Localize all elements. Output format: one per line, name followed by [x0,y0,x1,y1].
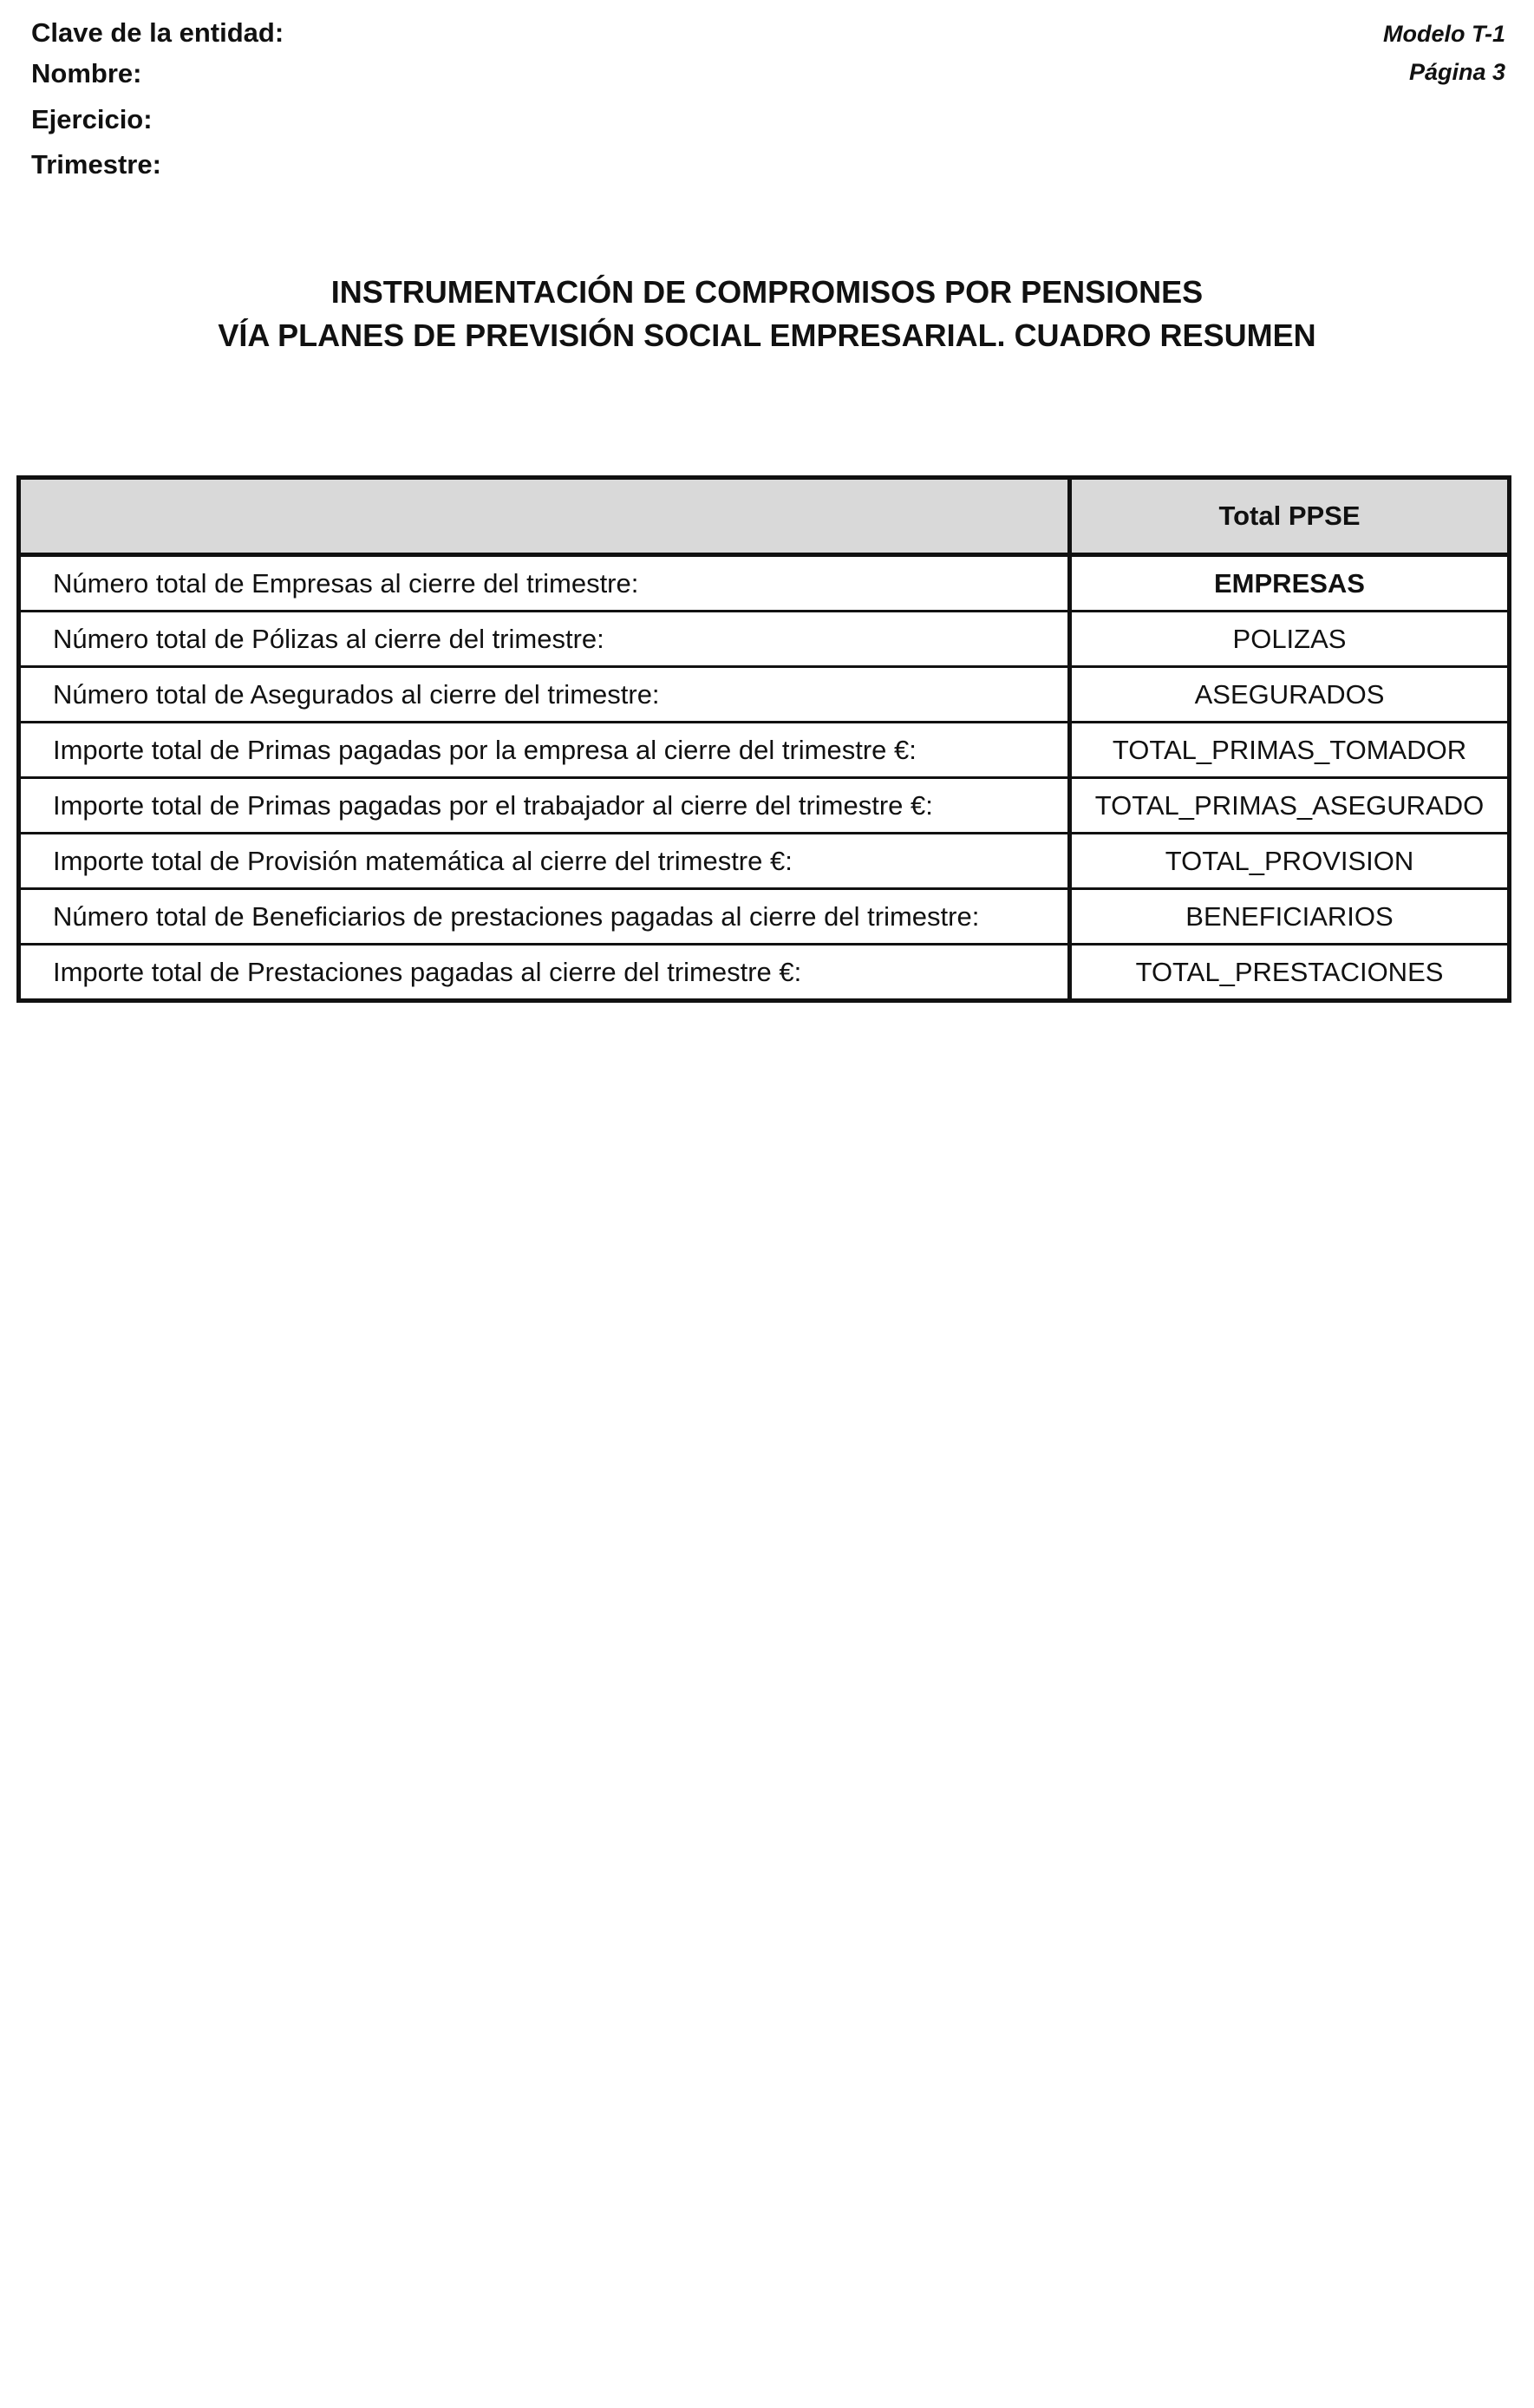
row-value: TOTAL_PRIMAS_ASEGURADO [1070,778,1510,834]
row-value: TOTAL_PRESTACIONES [1070,945,1510,1001]
nombre-label: Nombre: [31,58,142,88]
row-value: POLIZAS [1070,612,1510,667]
table-row [19,667,1510,723]
row-value: ASEGURADOS [1070,667,1510,723]
column-header-total-ppse: Total PPSE [1070,478,1510,555]
table-row [19,834,1510,889]
table-row [19,889,1510,945]
title-line-1: INSTRUMENTACIÓN DE COMPROMISOS POR PENSIONES [330,274,1204,310]
row-label: Número total de Asegurados al cierre del trimestre: [19,667,1070,723]
table-row [19,612,1510,667]
table-row [19,945,1510,1001]
table-row [19,778,1510,834]
form-reference-block [1383,23,1505,84]
row-label: Número total de Pólizas al cierre del trimestre: [19,612,1070,667]
clave-entidad-label: Clave de la entidad: [31,17,284,48]
row-label: Número total de Beneficiarios de prestaciones pagadas al cierre del trimestre: [19,889,1070,945]
table-row [19,555,1510,612]
row-value: BENEFICIARIOS [1070,889,1510,945]
document-title [0,271,1534,357]
row-label: Importe total de Prestaciones pagadas al cierre del trimestre €: [19,945,1070,1001]
row-value: EMPRESAS [1070,555,1510,612]
header-empty-cell [19,478,1070,555]
table-header-row [19,478,1510,555]
title-line-2: VÍA PLANES DE PREVISIÓN SOCIAL EMPRESARIAL. CUADRO RESUMEN [218,317,1316,353]
table-row [19,723,1510,778]
modelo-label: Modelo T-1 [1383,21,1505,47]
row-label: Número total de Empresas al cierre del trimestre: [19,555,1070,612]
page-number: Página 3 [1408,59,1505,85]
row-label: Importe total de Provisión matemática al cierre del trimestre €: [19,834,1070,889]
summary-table [16,475,1511,1003]
ejercicio-label: Ejercicio: [31,104,153,134]
row-label: Importe total de Primas pagadas por el trabajador al cierre del trimestre €: [19,778,1070,834]
row-value: TOTAL_PROVISION [1070,834,1510,889]
trimestre-label: Trimestre: [31,149,161,180]
row-label: Importe total de Primas pagadas por la empresa al cierre del trimestre €: [19,723,1070,778]
row-value: TOTAL_PRIMAS_TOMADOR [1070,723,1510,778]
